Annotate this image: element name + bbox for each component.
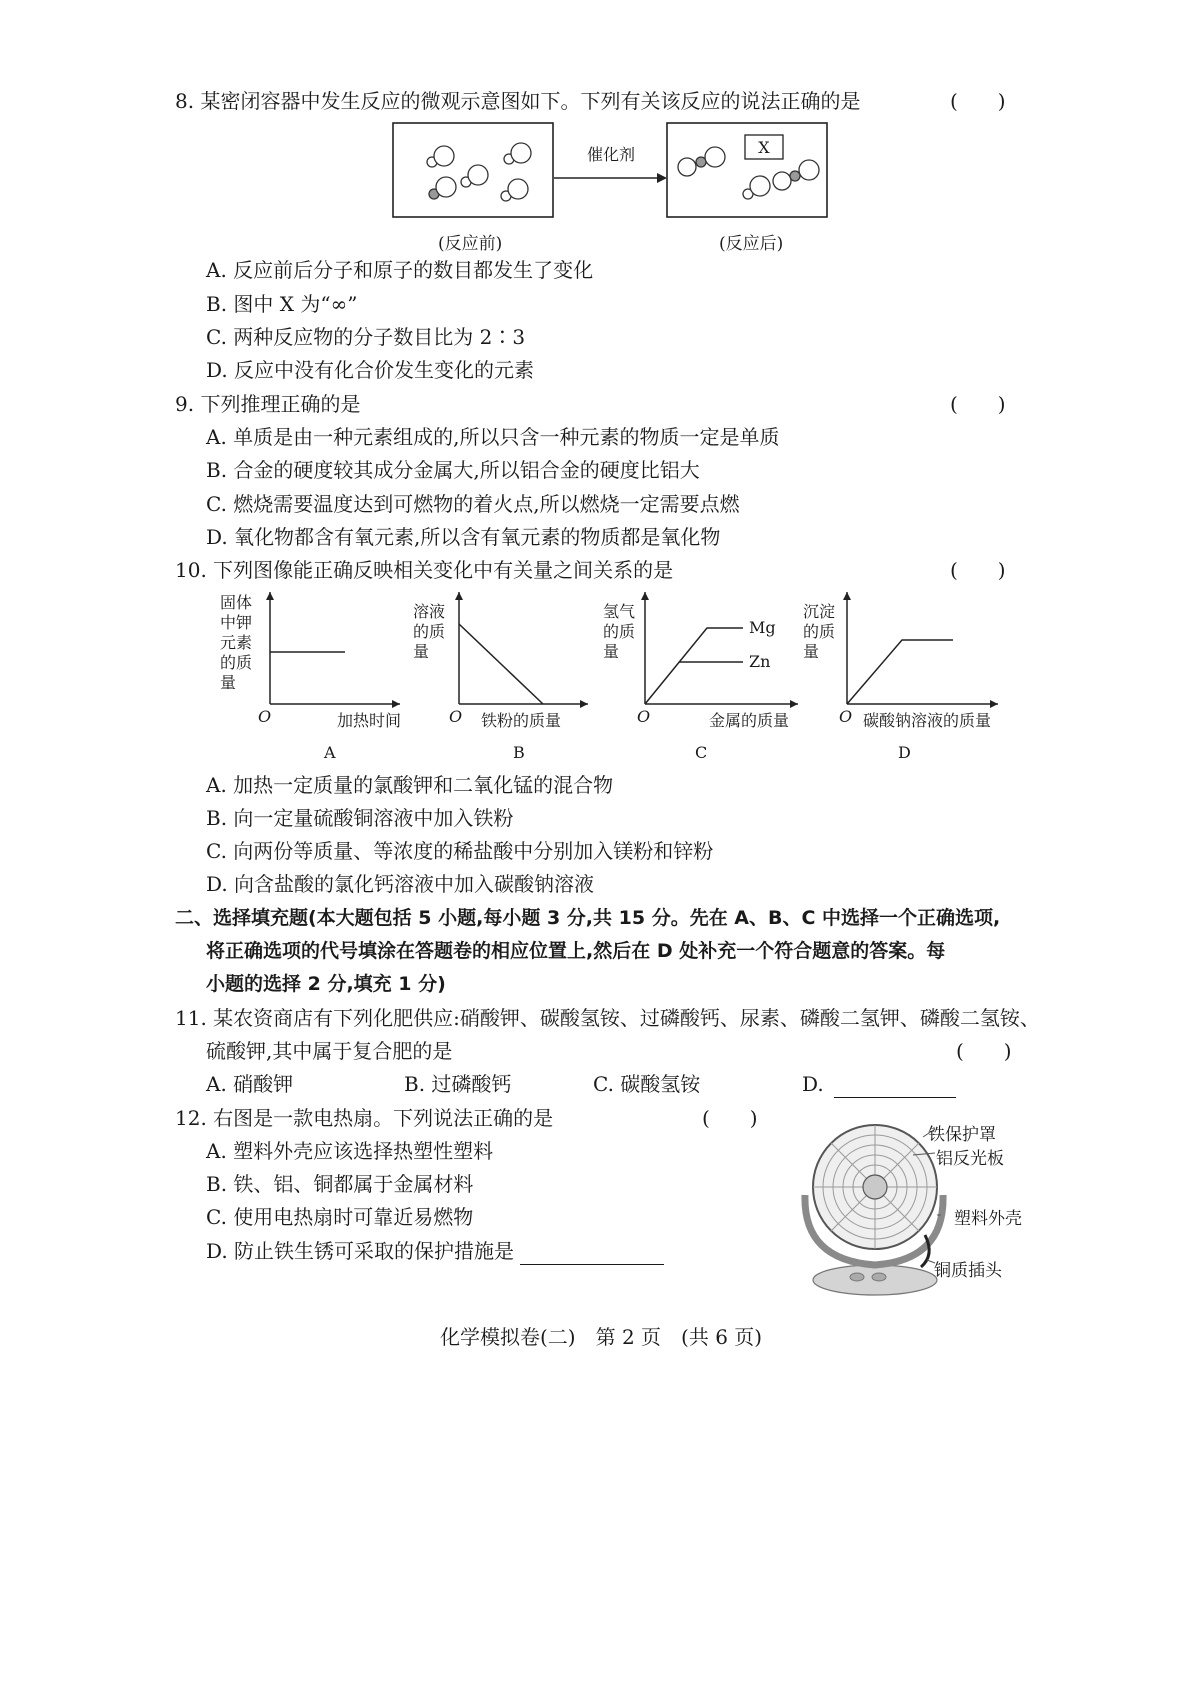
section2-heading-line3: 小题的选择 2 分,填充 1 分) [206,973,446,995]
x-label: X [758,138,770,157]
graph-d-letter: D [898,743,911,762]
section2-heading-line1: 二、选择填充题(本大题包括 5 小题,每小题 3 分,共 15 分。先在 A、B、C 中选择一个正确选项, [175,907,1001,929]
page-footer: 化学模拟卷(二) 第 2 页 (共 6 页) [440,1325,763,1349]
graph-b-xlabel: 铁粉的质量 [481,711,562,730]
graph-d [803,592,1013,767]
svg-text:中钾: 中钾 [220,613,253,632]
q8-option-a[interactable]: A. 反应前后分子和原子的数目都发生了变化 [206,258,594,282]
before-molecules [427,143,531,201]
q12-stem: 12. 右图是一款电热扇。下列说法正确的是 [175,1106,554,1130]
svg-text:的质: 的质 [413,622,446,641]
graph-d-xlabel: 碳酸钠溶液的质量 [863,711,992,730]
section2-heading-line2: 将正确选项的代号填涂在答题卷的相应位置上,然后在 D 处补充一个符合题意的答案。每 [206,940,946,962]
q12-option-d[interactable] [206,1237,664,1265]
svg-text:的质: 的质 [220,653,253,672]
q11-fill-blank[interactable] [834,1075,956,1098]
after-molecules [678,147,819,199]
graph-a-origin: O [258,707,272,726]
label-plastic-shell: 塑料外壳 [954,1209,1022,1229]
q12-option-a[interactable]: A. 塑料外壳应该选择热塑性塑料 [206,1139,494,1163]
q8-stem: 8. 某密闭容器中发生反应的微观示意图如下。下列有关该反应的说法正确的是 [175,89,861,113]
graph-c-ylabel [603,602,635,661]
q8-reaction-diagram [390,120,830,220]
q11-option-b[interactable]: B. 过磷酸钙 [404,1072,512,1096]
graph-a [220,592,420,767]
graph-c-series-zn: Zn [749,652,771,671]
svg-text:量: 量 [603,642,620,661]
graph-c-series-mg: Mg [749,618,776,637]
label-iron-guard: 铁保护罩 [928,1125,996,1145]
graph-a-letter: A [324,743,336,762]
graph-c-xlabel: 金属的质量 [709,711,790,730]
graph-b-letter: B [513,743,525,762]
q8-option-b[interactable]: B. 图中 X 为“∞” [206,292,358,316]
graph-b-ylabel [413,602,445,661]
svg-text:固体: 固体 [220,593,253,612]
q11-option-a[interactable]: A. 硝酸钾 [206,1072,294,1096]
q11-answer-paren[interactable]: ( ) [956,1039,1012,1063]
svg-text:的质: 的质 [603,622,636,641]
q12-option-c[interactable]: C. 使用电热扇时可靠近易燃物 [206,1205,474,1229]
graph-a-xlabel: 加热时间 [337,711,402,730]
graph-b-curve [459,624,543,704]
q9-answer-paren[interactable]: ( ) [950,392,1006,416]
graph-a-ylabel [220,593,252,692]
svg-text:量: 量 [220,673,237,692]
svg-text:量: 量 [803,642,820,661]
graph-c [603,592,813,767]
graph-b-origin: O [449,707,463,726]
after-caption: (反应后) [719,234,784,254]
q11-option-d-label: D. [802,1072,824,1096]
q8-option-c[interactable]: C. 两种反应物的分子数目比为 2∶3 [206,325,526,349]
svg-text:氢气: 氢气 [603,602,636,621]
q11-option-c[interactable]: C. 碳酸氢铵 [593,1072,701,1096]
fan-center-badge [863,1175,887,1199]
graph-d-curve [847,640,953,704]
q9-stem: 9. 下列推理正确的是 [175,392,361,416]
q12-answer-paren[interactable]: ( ) [702,1106,758,1130]
q10-option-b[interactable]: B. 向一定量硫酸铜溶液中加入铁粉 [206,806,514,830]
graph-b [413,592,613,767]
label-aluminum-reflector: 铝反光板 [936,1149,1004,1169]
q9-option-c[interactable]: C. 燃烧需要温度达到可燃物的着火点,所以燃烧一定需要点燃 [206,492,740,516]
graph-d-ylabel [803,602,835,661]
q9-option-a[interactable]: A. 单质是由一种元素组成的,所以只含一种元素的物质一定是单质 [206,425,780,449]
svg-text:的质: 的质 [803,622,836,641]
q9-option-b[interactable]: B. 合金的硬度较其成分金属大,所以铝合金的硬度比铝大 [206,458,700,482]
q10-option-a[interactable]: A. 加热一定质量的氯酸钾和二氧化锰的混合物 [206,773,614,797]
catalyst-label: 催化剂 [586,145,636,164]
q10-option-d[interactable]: D. 向含盐酸的氯化钙溶液中加入碳酸钠溶液 [206,872,595,896]
q10-option-c[interactable]: C. 向两份等质量、等浓度的稀盐酸中分别加入镁粉和锌粉 [206,839,714,863]
q12-fill-blank[interactable] [520,1242,664,1265]
q8-option-d[interactable]: D. 反应中没有化合价发生变化的元素 [206,358,535,382]
label-copper-plug: 铜质插头 [934,1261,1002,1281]
q11-stem-line2: 硫酸钾,其中属于复合肥的是 [206,1039,453,1063]
q8-answer-paren[interactable]: ( ) [950,89,1006,113]
q10-answer-paren[interactable]: ( ) [950,558,1006,582]
before-caption: (反应前) [438,234,503,254]
graph-d-origin: O [839,707,853,726]
q10-stem: 10. 下列图像能正确反映相关变化中有关量之间关系的是 [175,558,674,582]
q9-option-d[interactable]: D. 氧化物都含有氧元素,所以含有氧元素的物质都是氧化物 [206,525,721,549]
q12-option-b[interactable]: B. 铁、铝、铜都属于金属材料 [206,1172,474,1196]
svg-text:元素: 元素 [220,633,253,652]
q11-stem-line1: 11. 某农资商店有下列化肥供应:硝酸钾、碳酸氢铵、过磷酸钙、尿素、磷酸二氢钾、磷酸二氢铵、 [175,1006,1040,1030]
svg-text:溶液: 溶液 [413,602,446,621]
svg-text:沉淀: 沉淀 [803,602,836,621]
svg-text:量: 量 [413,642,430,661]
graph-c-origin: O [637,707,651,726]
q11-option-d[interactable] [802,1070,956,1098]
graph-c-curve-mg [645,628,743,704]
graph-c-letter: C [695,743,708,762]
q12-option-d-label: D. 防止铁生锈可采取的保护措施是 [206,1239,515,1263]
